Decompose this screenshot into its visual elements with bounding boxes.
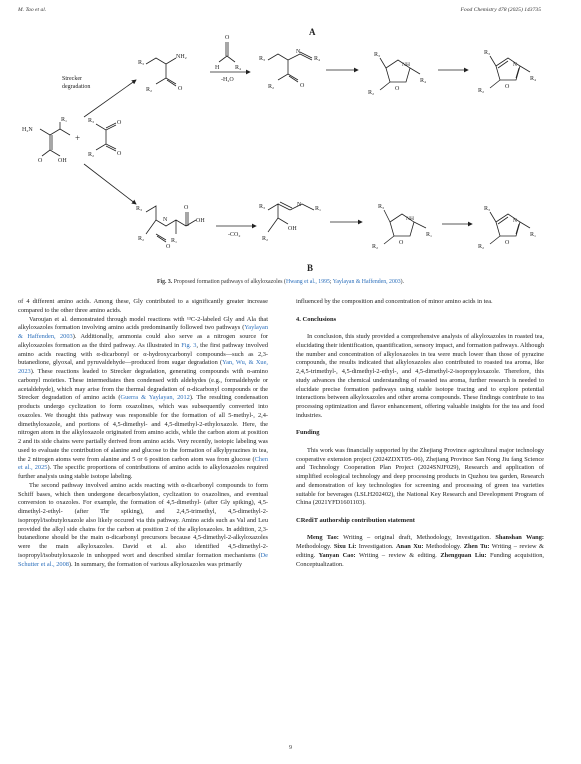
r4-label-a3: R₄: [420, 78, 427, 84]
amino-acid-chain: [40, 129, 70, 135]
r3-label-start: R₃: [88, 118, 95, 124]
nh-label-a3: NH: [402, 62, 410, 68]
role-anan-xu: Methodology.: [423, 543, 464, 550]
author-anan-xu: Anan Xu:: [395, 543, 424, 550]
n-label-b1: N: [163, 217, 168, 223]
r3-label-b1: R₃: [136, 206, 143, 212]
o-label-d1: O: [117, 120, 122, 126]
ref-fig-3[interactable]: Fig. 3: [181, 341, 197, 349]
r2-label-a2: R₂: [268, 84, 275, 90]
r1-label-b1: R₁: [171, 238, 178, 244]
schiff-acid-b: [146, 206, 186, 226]
o-label-start: O: [38, 158, 43, 164]
o-label-b1: O: [184, 205, 189, 211]
o-label-a4: O: [505, 84, 510, 90]
caption-text: Proposed formation pathways of alkyloxazoles (: [173, 279, 286, 285]
minus-h2o-label: -H₂O: [221, 77, 234, 83]
aminoketone: [146, 58, 166, 84]
left-paragraph-3: [18, 482, 268, 570]
o-label-b1b: O: [166, 244, 171, 250]
arrow-to-pathway-b: [84, 164, 136, 204]
n-label-a2: N: [296, 49, 301, 55]
credit-paragraph: [296, 534, 544, 569]
r2-label-a3: R₂: [368, 90, 375, 96]
page-number: 9: [289, 745, 292, 751]
author-zhengquan-liu: Zhengquan Liu:: [440, 551, 487, 559]
reaction-scheme-svg: [18, 22, 543, 272]
panel-b-label: B: [307, 263, 314, 272]
role-shanshan-wang: Methodology.: [296, 543, 334, 550]
author-meng-tao: Meng Tao:: [307, 534, 339, 542]
r3-label-b4: R₃: [484, 206, 491, 212]
oh-label-b2: OH: [288, 226, 297, 232]
nh-label-b3: NH: [406, 216, 414, 222]
o-label-a3: O: [395, 86, 400, 92]
r1-label-start: R₁: [61, 117, 68, 123]
r2-label-start: R₂: [88, 152, 95, 158]
running-header-authors: M. Tao et al.: [18, 7, 47, 13]
panel-a-label: A: [309, 27, 316, 37]
r1-label-b3: R₁: [426, 232, 433, 238]
caption-ref-yaylayan[interactable]: Yaylayan & Haffenden, 2003: [332, 279, 401, 285]
r3-label-a1: R₃: [138, 60, 145, 66]
heading-conclusions: 4. Conclusions: [296, 315, 337, 323]
role-zhengquan-liu: Funding acquisition, Conceptualization.: [296, 551, 544, 568]
ref-yaylayan-2003[interactable]: Yaylayan & Haffenden, 2003: [18, 324, 268, 340]
role-sixu-li: Investigation.: [356, 543, 396, 550]
r1-label-b2: R₁: [315, 206, 322, 212]
p3-text-a: The second pathway involved amino acids reacting with α-dicarbonyl compounds to form Schiff bases, which then undergone decarboxylation, cyclization to oxazolines, and eventual conversion to oxazoles. For example, the formation of 4,5-dimethyl- (after Gly spiking), 4,5-dimethyl-2-ethyl- (after Thr spiking), and 2,4,5-trimethyl, 4,5-dimethyl-2-isopropyl/isobutyloxazole also likely occured via this pathway. Amino acids such as Val and Leu provided the alkyl side chains for the carbon at position 2 of the alkyloxazoles. In addition, 2,3-butanedione should be the main α-dicarbonyl precursors because 4,5-dimethyl-2-alkyloxazoles were the main alkyloxazoles. David et al. also identified 4,5-dimethyl-2-isopropyl/isobutyloxazole in unhopped wort and described similar formation mechanisms (: [18, 481, 268, 559]
p2-text-b: ). Additionally, ammonia could also serve as a nitrogen source for alkyloxazoles formation as the third pathway. As illustrated in: [18, 333, 268, 349]
left-paragraph-2: [18, 316, 268, 482]
funding-paragraph: This work was financially supported by the Zhejiang Province agricultural major technology cooperative extension project (2024ZDXT05–06), Zhejiang Province San Nong Jiu fang Science and Technology Cooperation Plan Project (2024SNJF029), Research and application of simplified ecological technology and deep processing products in Quzhou tea garden, Research and demonstration of key technologies for screening and processing of green tea varieties suitable for beverages (LSLH202402), the National Key Research and Development Program of China (2021YFD1601103).: [296, 446, 544, 507]
role-zhen-tu: Writing – review & editing.: [296, 543, 544, 559]
ref-yan-2023[interactable]: Yan, Wu, & Xue, 2023: [18, 359, 268, 375]
caption-ref-hwang[interactable]: Hwang et al., 1995: [285, 279, 330, 285]
o-label-d2: O: [117, 151, 122, 157]
n-label-b4: N: [513, 218, 517, 224]
imine-a: [268, 54, 288, 80]
n-label-a4: N: [513, 62, 517, 68]
r2-label-a4: R₂: [478, 88, 485, 94]
nh2-label: NH₂: [176, 54, 187, 60]
plus-sign: +: [75, 133, 81, 143]
heading-funding: Funding: [296, 429, 320, 437]
figure-3-scheme: [18, 22, 543, 272]
r3-label-b3: R₃: [378, 204, 385, 210]
r4-label-ald: R₄: [235, 65, 242, 71]
conclusions-paragraph: In conclusion, this study provided a comprehensive analysis of alkyloxazoles in roasted tea, elucidating their identification, quantification, sensory impact, and formation pathways. Although the number and concentration of alkyloxazoles in tea were much lower than those of pyrazine compounds, the results indicated that alkyloxazoles also contributed to roasted tea aroma, like 2,4,5-trimethyl-, 4,5-dimethyl-2-ethyl-, and 4,5-dimethyl-2-isopropyloxazole. Therefore, this study advances the chemical understanding of roasted tea aroma, further research is needed to elucidate precise formation pathways using stable isotope tracing and to explore potential interactions between alkyloxazoles and other aroma compounds. These findings contribute to tea processing optimization and flavor enhancement, offering valuable insights for the tea and food industries.: [296, 333, 544, 419]
strecker-label: Strecker: [62, 76, 82, 82]
r4-label-a4: R₄: [530, 76, 537, 82]
n-label-b2: N: [297, 202, 302, 208]
ref-chen-2025[interactable]: Chen et al., 2025: [18, 455, 268, 472]
oh-label-start: OH: [58, 158, 67, 164]
right-paragraph-1: influenced by the composition and concentration of minor amino acids in tea.: [296, 298, 493, 305]
caption-label: Fig. 3.: [156, 279, 173, 285]
p3-text-b: ). In summary, the formation of various alkyloxazoles was primarily: [68, 560, 243, 568]
r2-label-b4: R₂: [478, 244, 485, 250]
p2-text-d: ). These reactions leaded to Strecker degradation, generating compounds with α-amino carbonyl moieties. These intermediates then condensed with aldehydes (e.g., formaldehyde or acetaldehyde), which may arise from the thermal degradation of α-dicarbonyl compounds or the Strecker degradation of amino acids (: [18, 368, 268, 402]
oh-label-b1: OH: [196, 218, 205, 224]
author-yanyan-cao: Yanyan Cao:: [318, 551, 356, 559]
r3-label-b2: R₃: [259, 204, 266, 210]
o-label-b4: O: [505, 240, 510, 246]
ref-deschutter-2008[interactable]: De Schutter et al., 2008: [18, 551, 268, 568]
o-label-b3: O: [399, 240, 404, 246]
r3-label-a3: R₃: [374, 52, 381, 58]
left-column: [18, 298, 268, 569]
r3-label-a4: R₃: [484, 50, 491, 56]
dicarbonyl-chain: [96, 124, 106, 150]
role-yanyan-cao: Writing – review & editing.: [355, 551, 441, 559]
o-label-ald: O: [225, 35, 230, 41]
r2-label-a1: R₂: [146, 87, 153, 93]
right-column: [296, 298, 544, 569]
arrow-to-pathway-a: [84, 80, 136, 117]
p2-text-f: ). The specific proportions of contributions of amino acids to alkyloxazoles required further analysis using stable isotope labeling.: [18, 464, 268, 480]
caption-separator: ;: [329, 279, 333, 285]
caption-end: ).: [400, 279, 405, 285]
author-shanshan-wang: Shanshan Wang:: [495, 534, 544, 542]
heading-credit: CRediT authorship contribution statement: [296, 516, 415, 524]
left-paragraph-1: of 4 different amino acids. Among these, Gly contributed to a significantly greater increase compared to the other three amino acids.: [18, 298, 268, 314]
running-header-journal: Food Chemistry 478 (2025) 143735: [460, 7, 541, 13]
r3-label-a2: R₃: [259, 56, 266, 62]
ref-guerra-2012[interactable]: Guerra & Yaylayan, 2012: [120, 394, 190, 402]
r2-label-b2: R₂: [262, 236, 269, 242]
enol-imine-b: [268, 204, 278, 232]
figure-caption: [18, 279, 543, 285]
r4-label-a2: R₄: [314, 56, 321, 62]
p2-text-a: Varoujan et al. demonstrated through model reactions with ¹³C-2-labeled Gly and Ala that alkyloxazoles formation involving amino acids predominantly followed two pathways (: [18, 315, 268, 332]
o-label-a2: O: [300, 83, 305, 89]
p2-text-e: ). The resulting condensation products undergo cyclization to form oxazolines, which was subsequently converted into oxazoles. We thought this pathway was responsible for the formation of all 5-methyl-, 2,4-dimethyloxazole, and portions of 4,5-dimethyl- and 4,5-dimethyl-2-ethyloxazole. Here, the nitrogen atom in the alkyloxazole originated from amino acids, while the carbon atom at position 2 and its side chains were partially derived from amino acids. Very recently, isotopic labeling was used to evaluate the contribution of alanine and glucose to the formation of alkylpyrazines in tea, the 2 nitrogen atoms were from alanine and 5 or 6 position carbon atom was from glucose (: [18, 394, 268, 463]
minus-co2-label: -CO₂: [228, 232, 241, 238]
r2-label-b3: R₂: [372, 244, 379, 250]
role-meng-tao: Writing – original draft, Methodology, Investigation.: [338, 534, 496, 542]
author-zhen-tu: Zhen Tu:: [463, 543, 490, 550]
r2-label-b1: R₂: [138, 236, 145, 242]
degradation-label: degradation: [62, 84, 91, 90]
r1-label-b4: R₁: [530, 232, 537, 238]
h2n-label: H₂N: [22, 127, 33, 133]
h-label-ald: H: [215, 65, 220, 71]
p2-text-c: , the first pathway involved amino acids reacting with α-dicarbonyl or α-hydroxycarbonyl compounds—such as 2,3-butanedione, glyoxal, and pyruvaldehyde—produced from sugar degradation (: [18, 341, 268, 367]
o-label-a1: O: [178, 86, 183, 92]
author-sixu-li: Sixu Li:: [333, 543, 357, 550]
